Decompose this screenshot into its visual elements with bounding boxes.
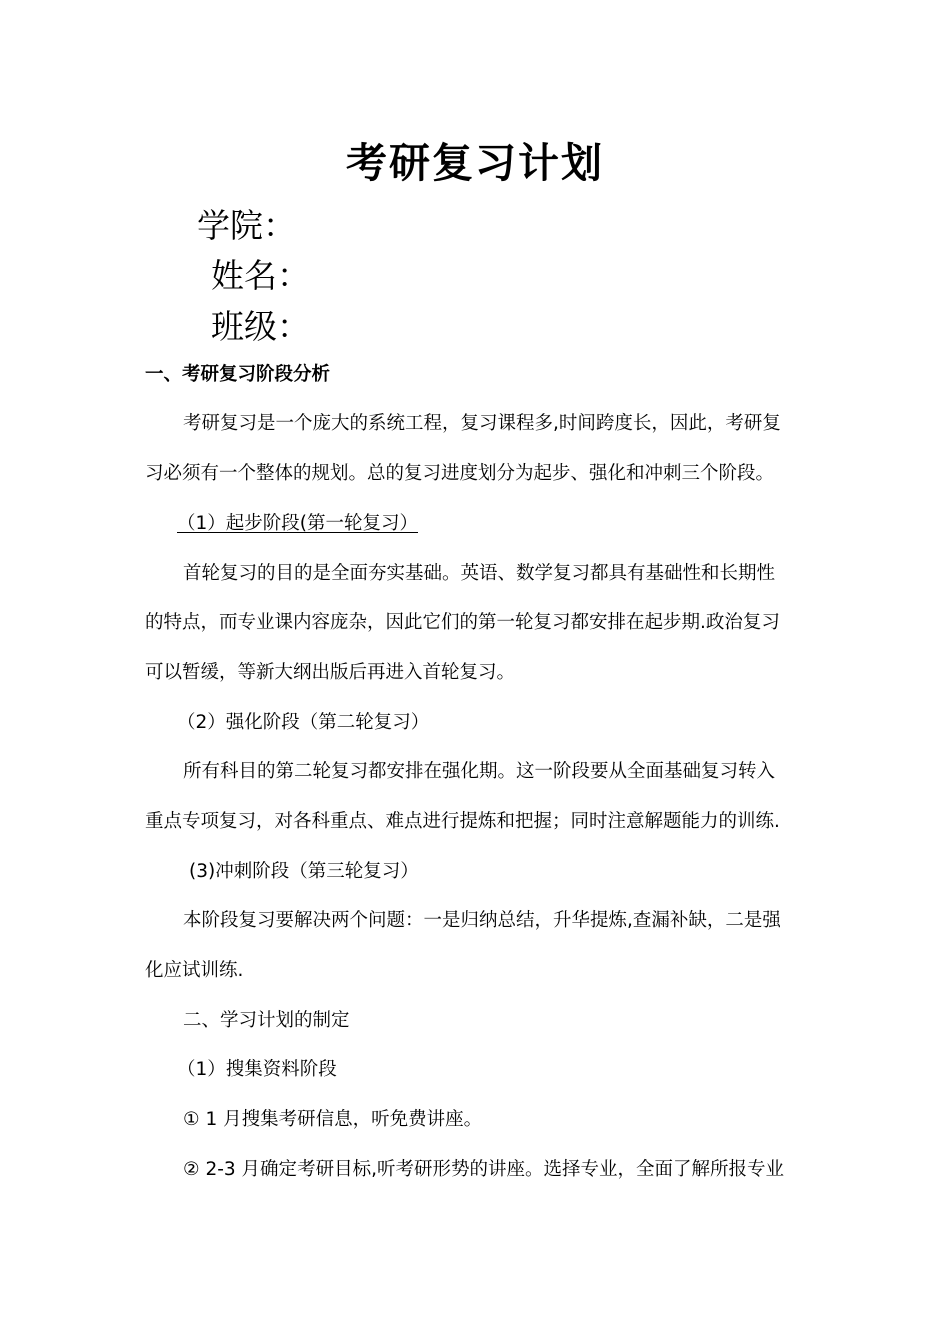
stage2-paragraph-line: 重点专项复习，对各科重点、难点进行提炼和把握；同时注意解题能力的训练. [145,811,780,832]
class-field-label: 班级： [211,307,310,346]
intro-paragraph-line: 考研复习是一个庞大的系统工程，复习课程多,时间跨度长，因此，考研复 [183,413,781,434]
stage1-paragraph-line: 的特点，而专业课内容庞杂，因此它们的第一轮复习都安排在起步期.政治复习 [145,612,780,633]
college-field-label: 学院： [197,206,296,245]
section2-heading: 二、学习计划的制定 [183,1010,350,1031]
plan1-heading: （1）搜集资料阶段 [177,1059,337,1080]
plan-list-item: ① 1 月搜集考研信息，听免费讲座。 [183,1109,483,1130]
stage3-paragraph-line: 本阶段复习要解决两个问题：一是归纳总结，升华提炼,查漏补缺，二是强 [183,910,781,931]
stage1-heading: （1）起步阶段(第一轮复习） [177,513,418,534]
document-title: 考研复习计划 [346,139,604,187]
stage2-heading: （2）强化阶段（第二轮复习） [177,712,430,733]
stage1-paragraph-line: 可以暂缓，等新大纲出版后再进入首轮复习。 [145,662,516,683]
stage3-paragraph-line: 化应试训练. [145,960,244,981]
stage3-heading: (3)冲刺阶段（第三轮复习） [189,861,419,882]
stage2-paragraph-line: 所有科目的第二轮复习都安排在强化期。这一阶段要从全面基础复习转入 [183,761,776,782]
name-field-label: 姓名： [211,256,310,295]
section1-heading: 一、考研复习阶段分析 [145,364,331,385]
stage1-paragraph-line: 首轮复习的目的是全面夯实基础。英语、数学复习都具有基础性和长期性 [183,563,776,584]
plan-list-item: ② 2-3 月确定考研目标,听考研形势的讲座。选择专业，全面了解所报专业 [183,1159,784,1180]
intro-paragraph-line: 习必须有一个整体的规划。总的复习进度划分为起步、强化和冲刺三个阶段。 [145,463,775,484]
